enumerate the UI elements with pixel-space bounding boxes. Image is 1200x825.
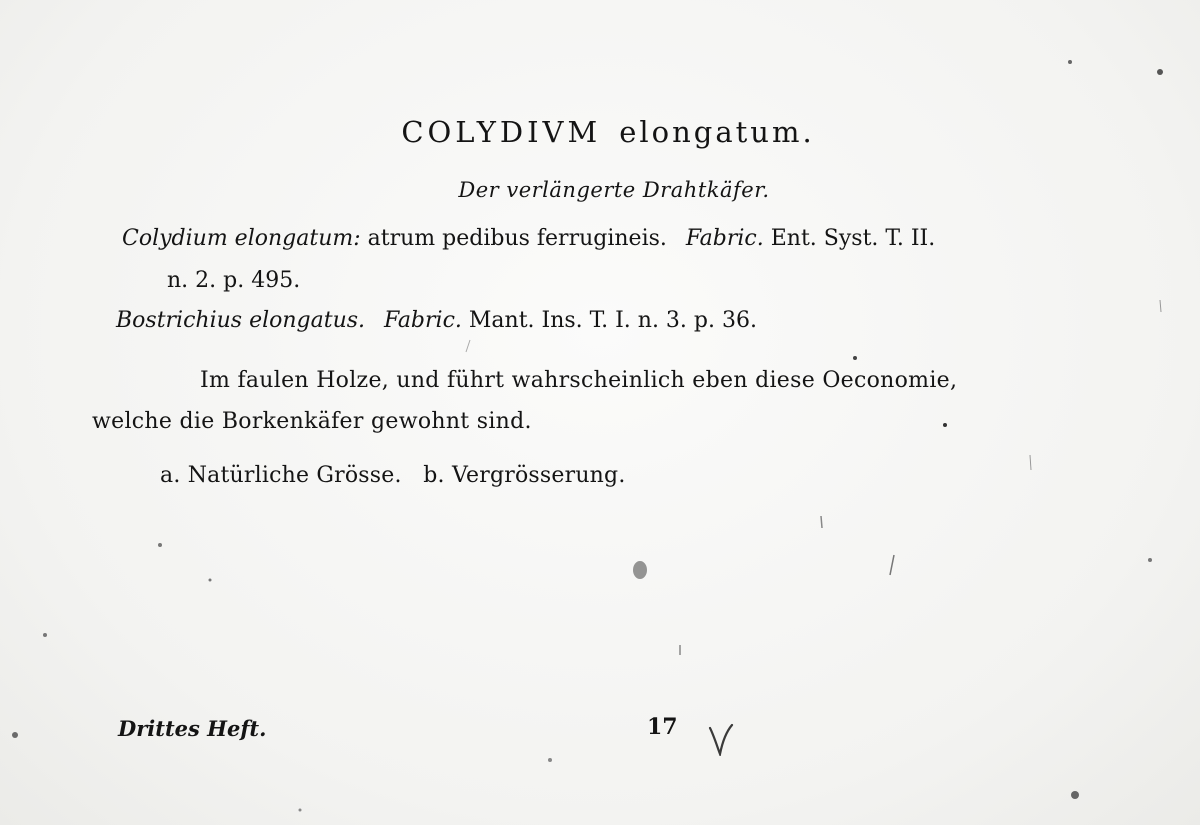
synonym-reference: Ent. Syst. T. II.: [770, 226, 936, 251]
synonym-author: Fabric.: [384, 308, 462, 333]
synonym-name: Bostrichius elongatus.: [116, 308, 366, 333]
common-name-subtitle: Der verlängerte Drahtkäfer.: [458, 178, 770, 202]
synonym-entry-1: [122, 228, 935, 250]
checkmark-v-icon: [708, 722, 734, 756]
synonym-entry-2: [116, 310, 757, 332]
genus-name: COLYDIVM: [401, 115, 602, 149]
page-title: [0, 115, 1200, 149]
synonym-entry-1-continuation: n. 2. p. 495.: [167, 268, 301, 293]
synonym-name: Colydium elongatum:: [122, 226, 361, 251]
page-number: 17: [647, 714, 678, 740]
issue-signature: Drittes Heft.: [118, 716, 267, 741]
description-line-2: welche die Borkenkäfer gewohnt sind.: [92, 409, 532, 434]
synonym-reference: Mant. Ins. T. I. n. 3. p. 36.: [468, 308, 757, 333]
species-name: elongatum.: [619, 115, 815, 149]
synonym-description: atrum pedibus ferrugineis.: [367, 226, 667, 251]
synonym-author: Fabric.: [685, 226, 764, 251]
figure-legend: a. Natürliche Grösse. b. Vergrösserung.: [160, 463, 626, 488]
description-line-1: Im faulen Holze, und führt wahrscheinlich eben diese Oeconomie,: [200, 368, 958, 393]
